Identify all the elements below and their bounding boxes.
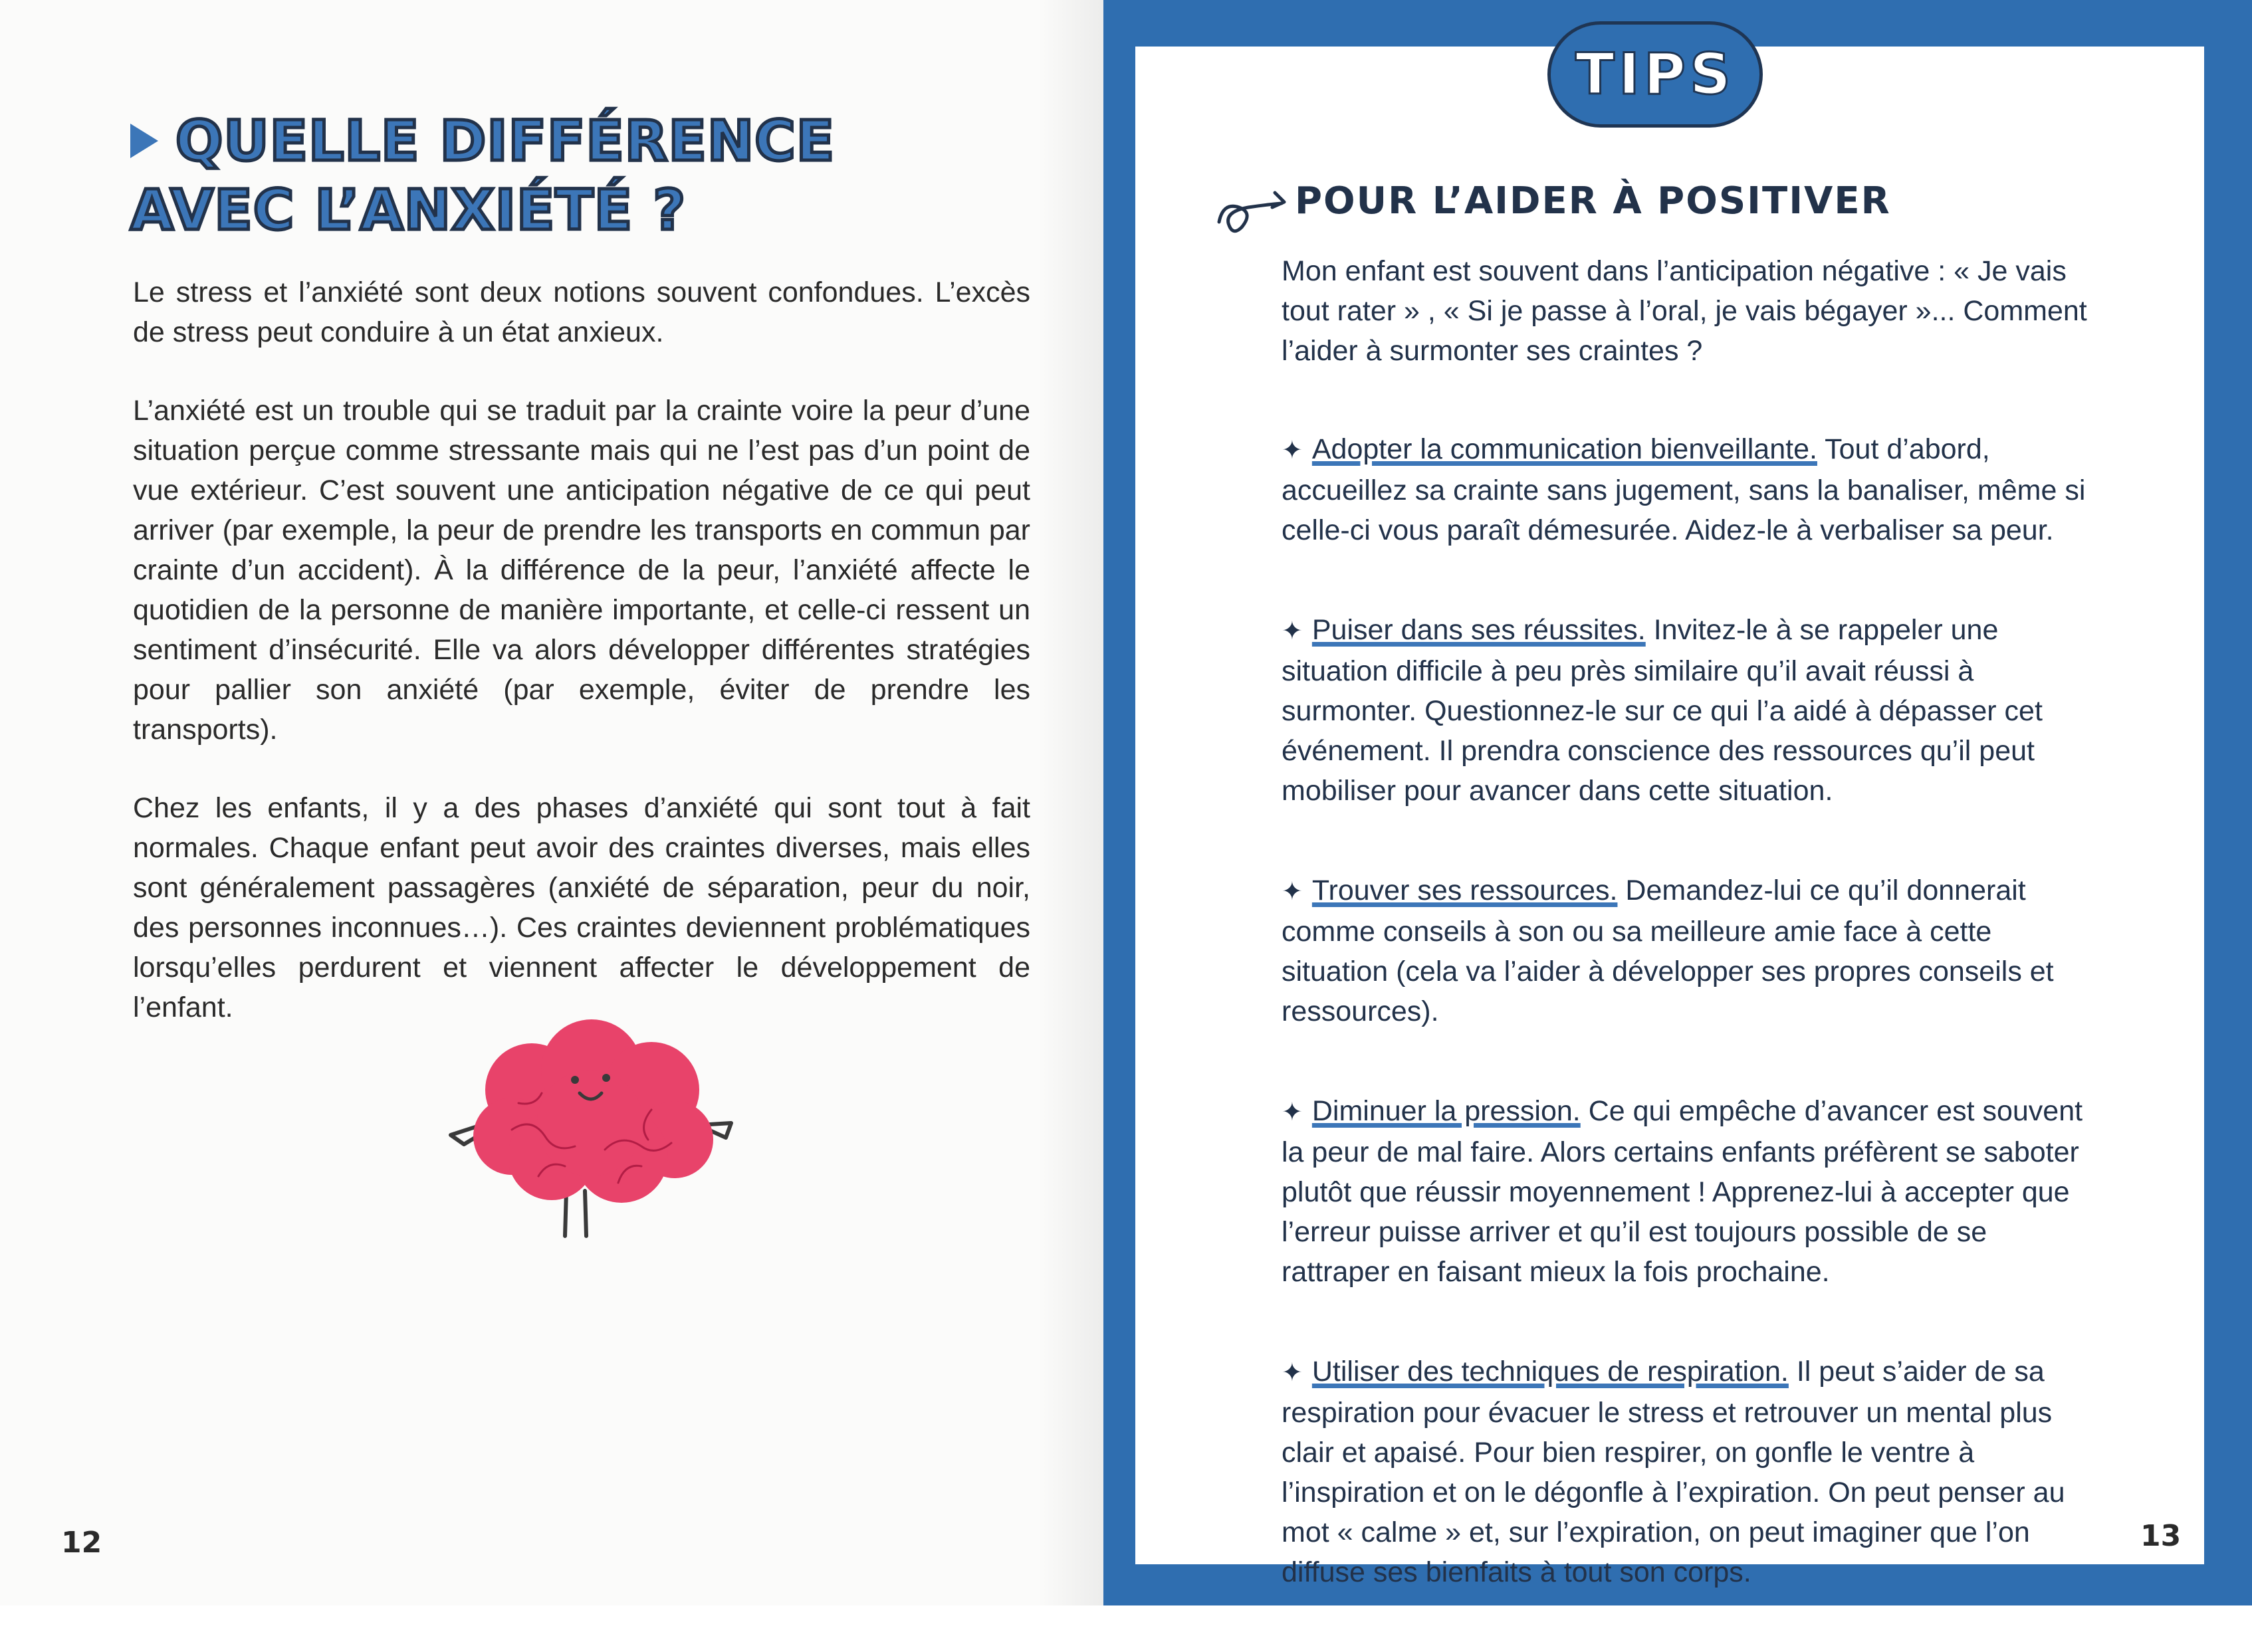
tips-intro: Mon enfant est souvent dans l’anticipation négative : « Je vais tout rater » , « Si je passe à l’oral, je vais bégayer »... Comment l’aider à surmonter ses craintes ? — [1282, 255, 2087, 367]
paragraph: Chez les enfants, il y a des phases d’anxiété qui sont tout à fait normales. Chaque enfant peut avoir des craintes diverses, mais elles sont généralement passagères (anxiété de séparation, peur du noir, des personnes inconnues…). Ces craintes deviennent problématiques lorsqu’elles perdurent et viennent affecter le développement de l’enfant. — [133, 792, 1030, 1023]
tip-title: Utiliser des techniques de respiration. — [1311, 1356, 1789, 1388]
tip-item — [1282, 429, 2100, 550]
tip-title: Puiser dans ses réussites. — [1311, 614, 1646, 646]
four-point-star-icon: ✦ — [1282, 1098, 1303, 1126]
four-point-star-icon: ✦ — [1282, 437, 1303, 465]
page-number-right: 13 — [2140, 1519, 2182, 1553]
four-point-star-icon: ✦ — [1282, 1359, 1303, 1387]
brain-character-icon — [439, 1017, 744, 1256]
section-heading — [130, 106, 835, 245]
tip-item — [1282, 610, 2100, 811]
book-gutter — [1037, 0, 1103, 1605]
tip-text: Demandez-lui ce qu’il donnerait comme conseils à son ou sa meilleure amie face à cette situation (cela va l’aider à développer ses propres conseils et ressources). — [1282, 875, 2054, 1027]
four-point-star-icon: ✦ — [1282, 617, 1303, 645]
heading-line-2: AVEC L’ANXIÉTÉ ? — [130, 177, 687, 243]
page-number-left: 12 — [61, 1526, 102, 1560]
tip-title: Diminuer la pression. — [1311, 1095, 1581, 1127]
triangle-right-icon — [130, 124, 158, 158]
tip-title: Adopter la communication bienveillante. — [1311, 433, 1817, 465]
tip-text: Il peut s’aider de sa respiration pour évacuer le stress et retrouver un mental plus clair et apaisé. Pour bien respirer, on gonfle le ventre à l’inspiration et on le dégonfle à l’expiration. On peut penser au mot « calme » et, sur l’expiration, on peut imaginer que l’on diffuse ses bienfaits à tout son corps. — [1282, 1356, 2065, 1588]
tip-text: Invitez-le à se rappeler une situation difficile à peu près similaire qu’il avait réussi à surmonter. Questionnez-le sur ce qui l’a aidé à dépasser cet événement. Il prendra conscience des ressources qu’il peut mobiliser pour avancer dans cette situation. — [1282, 614, 2043, 807]
tip-item — [1282, 871, 2100, 1031]
tips-subheading: POUR L’AIDER À POSITIVER — [1295, 179, 1891, 223]
heading-line-1: QUELLE DIFFÉRENCE — [175, 108, 836, 173]
four-point-star-icon: ✦ — [1282, 878, 1303, 906]
tips-body — [1282, 251, 2100, 1652]
left-body-text — [133, 272, 1030, 1066]
tip-item — [1282, 1352, 2100, 1592]
tip-text: Tout d’abord, accueillez sa crainte sans jugement, sans la banaliser, même si celle-ci vous paraît démesurée. Aidez-le à verbaliser sa peur. — [1282, 433, 2086, 546]
tip-text: Ce qui empêche d’avancer est souvent la peur de mal faire. Alors certains enfants préfèrent se saboter plutôt que réussir moyennement ! Apprenez-lui à accepter que l’erreur puisse arriver et qu’il est toujours possible de se rattraper en faisant mieux la fois prochaine. — [1282, 1095, 2083, 1288]
tips-badge: TIPS — [1547, 21, 1763, 128]
paragraph: L’anxiété est un trouble qui se traduit par la crainte voire la peur d’une situation perçue comme stressante mais qui ne l’est pas d’un point de vue extérieur. C’est souvent une anticipation négative de ce qui peut arriver (par exemple, la peur de prendre les transports en commun par crainte d’un accident). À la différence de la peur, l’anxiété affecte le quotidien de la personne de manière importante, et celle-ci ressent un sentiment d’insécurité. Elle va alors développer différentes stratégies pour pallier son anxiété (par exemple, éviter de prendre les transports). — [133, 395, 1030, 746]
tip-title: Trouver ses ressources. — [1311, 875, 1618, 906]
curly-arrow-icon — [1215, 187, 1295, 241]
tip-item — [1282, 1091, 2100, 1292]
paragraph: Le stress et l’anxiété sont deux notions souvent confondues. L’excès de stress peut conduire à un état anxieux. — [133, 276, 1030, 348]
